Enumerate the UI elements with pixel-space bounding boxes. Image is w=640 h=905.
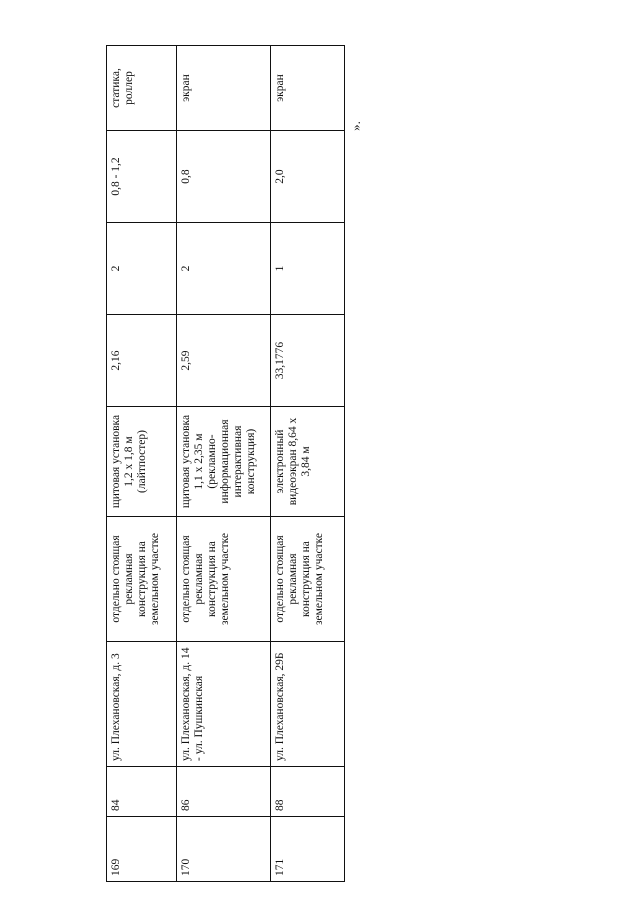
cell-address: ул. Плехановская, д. 14 - ул. Пушкинская [177, 642, 271, 767]
rotated-table-frame [106, 46, 344, 882]
table-region [106, 46, 344, 882]
cell-scheme-number: 86 [177, 767, 271, 817]
cell-area: 33,1776 [271, 315, 345, 407]
cell-height: 2,0 [271, 131, 345, 223]
cell-address: ул. Плехановская, д. 3 [107, 642, 177, 767]
cell-row-number: 170 [177, 817, 271, 882]
cell-structure-type: отдельно стоящая рекламная конструкция на земельном участке [177, 517, 271, 642]
cell-sides: 1 [271, 223, 345, 315]
cell-sides: 2 [177, 223, 271, 315]
table-row [177, 46, 271, 882]
cell-structure-kind: щитовая установка 1,1 х 2,35 м (рекламно-информационная интерактивная конструкция) [177, 407, 271, 517]
cell-structure-type: отдельно стоящая рекламная конструкция на земельном участке [107, 517, 177, 642]
cell-technology: статика, роллер [107, 46, 177, 131]
cell-row-number: 171 [271, 817, 345, 882]
cell-address: ул. Плехановская, 29Б [271, 642, 345, 767]
table-row [271, 46, 345, 882]
advertising-structures-table [106, 45, 345, 882]
cell-scheme-number: 88 [271, 767, 345, 817]
cell-height: 0,8 [177, 131, 271, 223]
cell-structure-kind: щитовая установка 1,2 х 1,8 м (лайтпостер) [107, 407, 177, 517]
cell-structure-kind: электронный видеоэкран 8,64 х 3,84 м [271, 407, 345, 517]
closing-quote-mark: ». [347, 121, 363, 131]
cell-sides: 2 [107, 223, 177, 315]
table-row [107, 46, 177, 882]
cell-scheme-number: 84 [107, 767, 177, 817]
cell-technology: экран [177, 46, 271, 131]
cell-structure-type: отдельно стоящая рекламная конструкция на земельном участке [271, 517, 345, 642]
cell-height: 0,8 - 1,2 [107, 131, 177, 223]
cell-area: 2,59 [177, 315, 271, 407]
cell-row-number: 169 [107, 817, 177, 882]
cell-area: 2,16 [107, 315, 177, 407]
cell-technology: экран [271, 46, 345, 131]
